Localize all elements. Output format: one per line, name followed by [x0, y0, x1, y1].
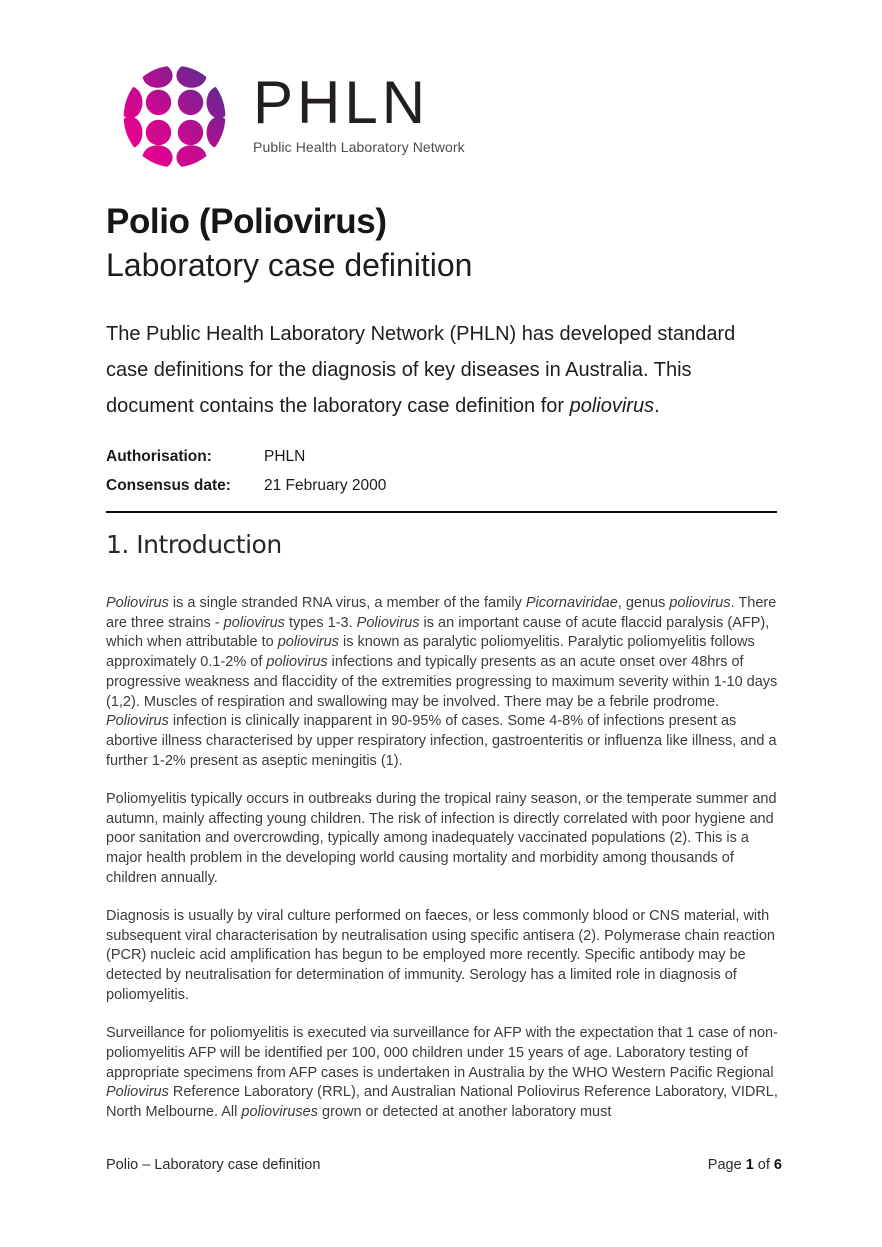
document-title: Polio (Poliovirus)	[106, 202, 387, 241]
phln-logo	[118, 60, 465, 173]
logo-text-block	[253, 69, 465, 155]
page-footer	[106, 1157, 782, 1173]
footer-page-total: 6	[773, 1157, 782, 1173]
authorisation-row	[106, 443, 386, 472]
paragraph: Poliovirus is a single stranded RNA virus, a member of the family Picornaviridae, genus poliovirus. There are three strains - poliovirus types 1-3. Poliovirus is an important cause of acute flaccid paralysis (AFP), which when attributable to poliovirus is known as paralytic poliomyelitis. Paralytic poliomyelitis follows approximately 0.1-2% of poliovirus infections and typically presents as an acute onset over 48hrs of progressive weakness and flaccidity of the extremities progressing to maximum severity within 1-10 days (1,2). Muscles of respiration and swallowing may be involved. There may be a febrile prodrome. Poliovirus infection is clinically inapparent in 90-95% of cases. Some 4-8% of infections present as abortive illness characterised by upper respiratory infection, gastroenteritis or influenza like illness, and a further 1-2% present as aseptic meningitis (1).	[106, 595, 778, 769]
paragraph: Surveillance for poliomyelitis is executed via surveillance for AFP with the expectation that 1 case of non-poliomyelitis AFP will be identified per 100, 000 children under 15 years of age. Laboratory testing of appropriate specimens from AFP cases is undertaken in Australia by the WHO Western Pacific Regional Poliovirus Reference Laboratory (RRL), and Australian National Poliovirus Reference Laboratory, VIDRL, North Melbourne. All polioviruses grown or detected at another laboratory must	[106, 1025, 778, 1120]
paragraph: Poliomyelitis typically occurs in outbreaks during the tropical rainy season, or the temperate summer and autumn, mainly affecting young children. The risk of infection is directly correlated with poor hygiene and poor sanitation and overcrowding, typically among inadequately vaccinated populations (2). This is a major health problem in the developing world causing mortality and morbidity among thousands of children annually.	[106, 790, 777, 886]
document-subtitle: Laboratory case definition	[106, 247, 473, 283]
footer-doc-title: Polio – Laboratory case definition	[106, 1157, 321, 1173]
logo-tagline: Public Health Laboratory Network	[253, 139, 465, 155]
consensus-date-value: 21 February 2000	[264, 476, 387, 494]
footer-of-label: of	[757, 1157, 770, 1173]
phln-logo-sphere-icon	[118, 60, 231, 173]
authorisation-label: Authorisation:	[106, 448, 212, 465]
introduction-paragraphs	[106, 594, 778, 1141]
section-divider	[106, 511, 777, 513]
intro-paragraph: The Public Health Laboratory Network (PHLN) has developed standard case definitions for the diagnosis of key diseases in Australia. This document contains the laboratory case definition for poliovirus.	[106, 323, 736, 417]
consensus-date-label: Consensus date:	[106, 476, 231, 494]
section-heading-introduction: 1. Introduction	[106, 530, 282, 559]
footer-page-indicator	[708, 1157, 782, 1173]
footer-page-number: 1	[745, 1157, 754, 1173]
authorisation-value: PHLN	[264, 448, 306, 465]
footer-page-label: Page	[707, 1157, 742, 1173]
logo-sphere-dots	[118, 63, 231, 169]
paragraph: Diagnosis is usually by viral culture performed on faeces, or less commonly blood or CNS material, with subsequent viral characterisation by neutralisation using specific antisera (2). Polymerase chain reaction (PCR) nucleic acid amplification has begun to be employed more recently. Specific antibody may be detected by neutralisation for determination of immunity. Serology has a limited role in diagnosis of poliomyelitis.	[106, 908, 775, 1003]
meta-block	[106, 443, 386, 500]
logo-wordmark: PHLN	[253, 69, 430, 136]
consensus-date-row	[106, 472, 386, 501]
